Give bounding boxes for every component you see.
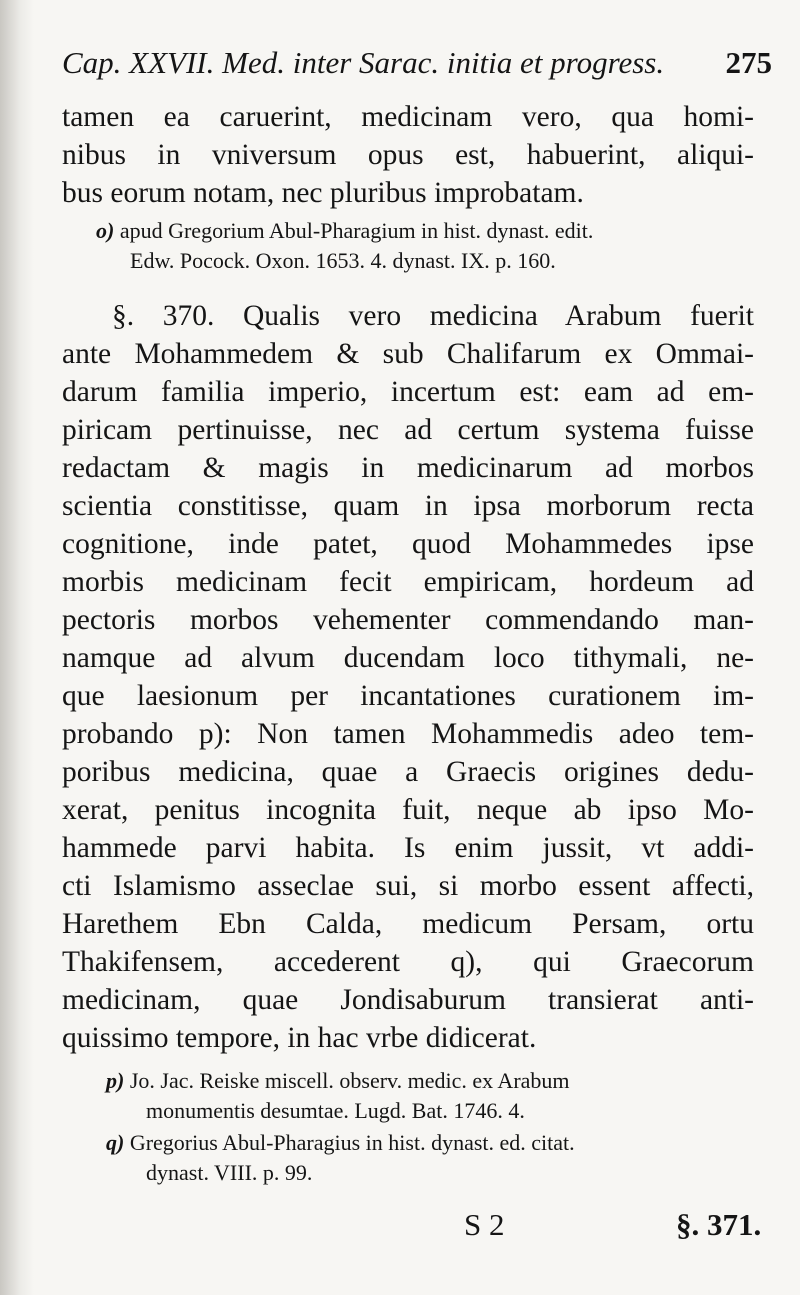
page-number: 275 bbox=[725, 45, 772, 80]
text-line: medicinam, quae Jondisaburum transierat anti- bbox=[62, 984, 754, 1016]
text-line: Thakifensem, accederent q), qui Graecorum bbox=[62, 946, 754, 978]
text-line: probando p): Non tamen Mohammedis adeo tem- bbox=[62, 718, 754, 750]
text-line: cti Islamismo asseclae sui, si morbo essent affecti, bbox=[62, 870, 754, 902]
footnote-text: Jo. Jac. Reiske miscell. observ. medic. ex Arabum bbox=[129, 1068, 570, 1093]
running-title: Cap. XXVII. Med. inter Sarac. initia et progress. bbox=[62, 45, 665, 80]
text-line: cognitione, inde patet, quod Mohammedes ipse bbox=[62, 528, 754, 560]
catchword: §. 371. bbox=[676, 1207, 762, 1242]
text-line: morbis medicinam fecit empiricam, hordeum ad bbox=[62, 566, 754, 598]
footnote-text: dynast. VIII. p. 99. bbox=[146, 1160, 313, 1185]
text-line: xerat, penitus incognita fuit, neque ab ipso Mo- bbox=[62, 794, 754, 826]
text-line: hammede parvi habita. Is enim jussit, vt addi- bbox=[62, 832, 754, 864]
text-line: §. 370. Qualis vero medicina Arabum fuerit bbox=[112, 300, 754, 332]
footnote-text: apud Gregorium Abul-Pharagium in hist. dynast. edit. bbox=[119, 218, 594, 243]
text-line: redactam & magis in medicinarum ad morbos bbox=[62, 452, 754, 484]
footnote-mark: o) bbox=[96, 218, 115, 243]
text-line: scientia constitisse, quam in ipsa morborum recta bbox=[62, 490, 754, 522]
page-edge-shadow bbox=[0, 0, 34, 1295]
text-line: bus eorum notam, nec pluribus improbatam. bbox=[62, 177, 584, 209]
text-line: pectoris morbos vehementer commendando man- bbox=[62, 604, 754, 636]
text-line: tamen ea caruerint, medicinam vero, qua homi- bbox=[62, 101, 754, 133]
text-line: piricam pertinuisse, nec ad certum systema fuisse bbox=[62, 414, 754, 446]
footnote-mark: p) bbox=[106, 1068, 125, 1093]
text-line: Harethem Ebn Calda, medicum Persam, ortu bbox=[62, 908, 754, 940]
text-line: ante Mohammedem & sub Chalifarum ex Ommai- bbox=[62, 338, 754, 370]
text-line: namque ad alvum ducendam loco tithymali, ne- bbox=[62, 642, 754, 674]
text-line: poribus medicina, quae a Graecis origines dedu- bbox=[62, 756, 754, 788]
footnote-text: Gregorius Abul-Pharagius in hist. dynast. ed. citat. bbox=[129, 1130, 575, 1155]
text-line: que laesionum per incantationes curationem im- bbox=[62, 680, 754, 712]
footnote-text: Edw. Pocock. Oxon. 1653. 4. dynast. IX. p. 160. bbox=[130, 248, 556, 273]
running-header bbox=[62, 38, 772, 88]
text-line: nibus in vniversum opus est, habuerint, aliqui- bbox=[62, 139, 754, 171]
page-footer bbox=[0, 1200, 800, 1250]
text-line: darum familia imperio, incertum est: eam ad em- bbox=[62, 376, 754, 408]
footnote-text: monumentis desumtae. Lugd. Bat. 1746. 4. bbox=[146, 1098, 525, 1123]
signature-mark: S 2 bbox=[464, 1207, 505, 1242]
footnote-mark: q) bbox=[106, 1130, 125, 1155]
text-line: quissimo tempore, in hac vrbe didicerat. bbox=[62, 1022, 537, 1054]
